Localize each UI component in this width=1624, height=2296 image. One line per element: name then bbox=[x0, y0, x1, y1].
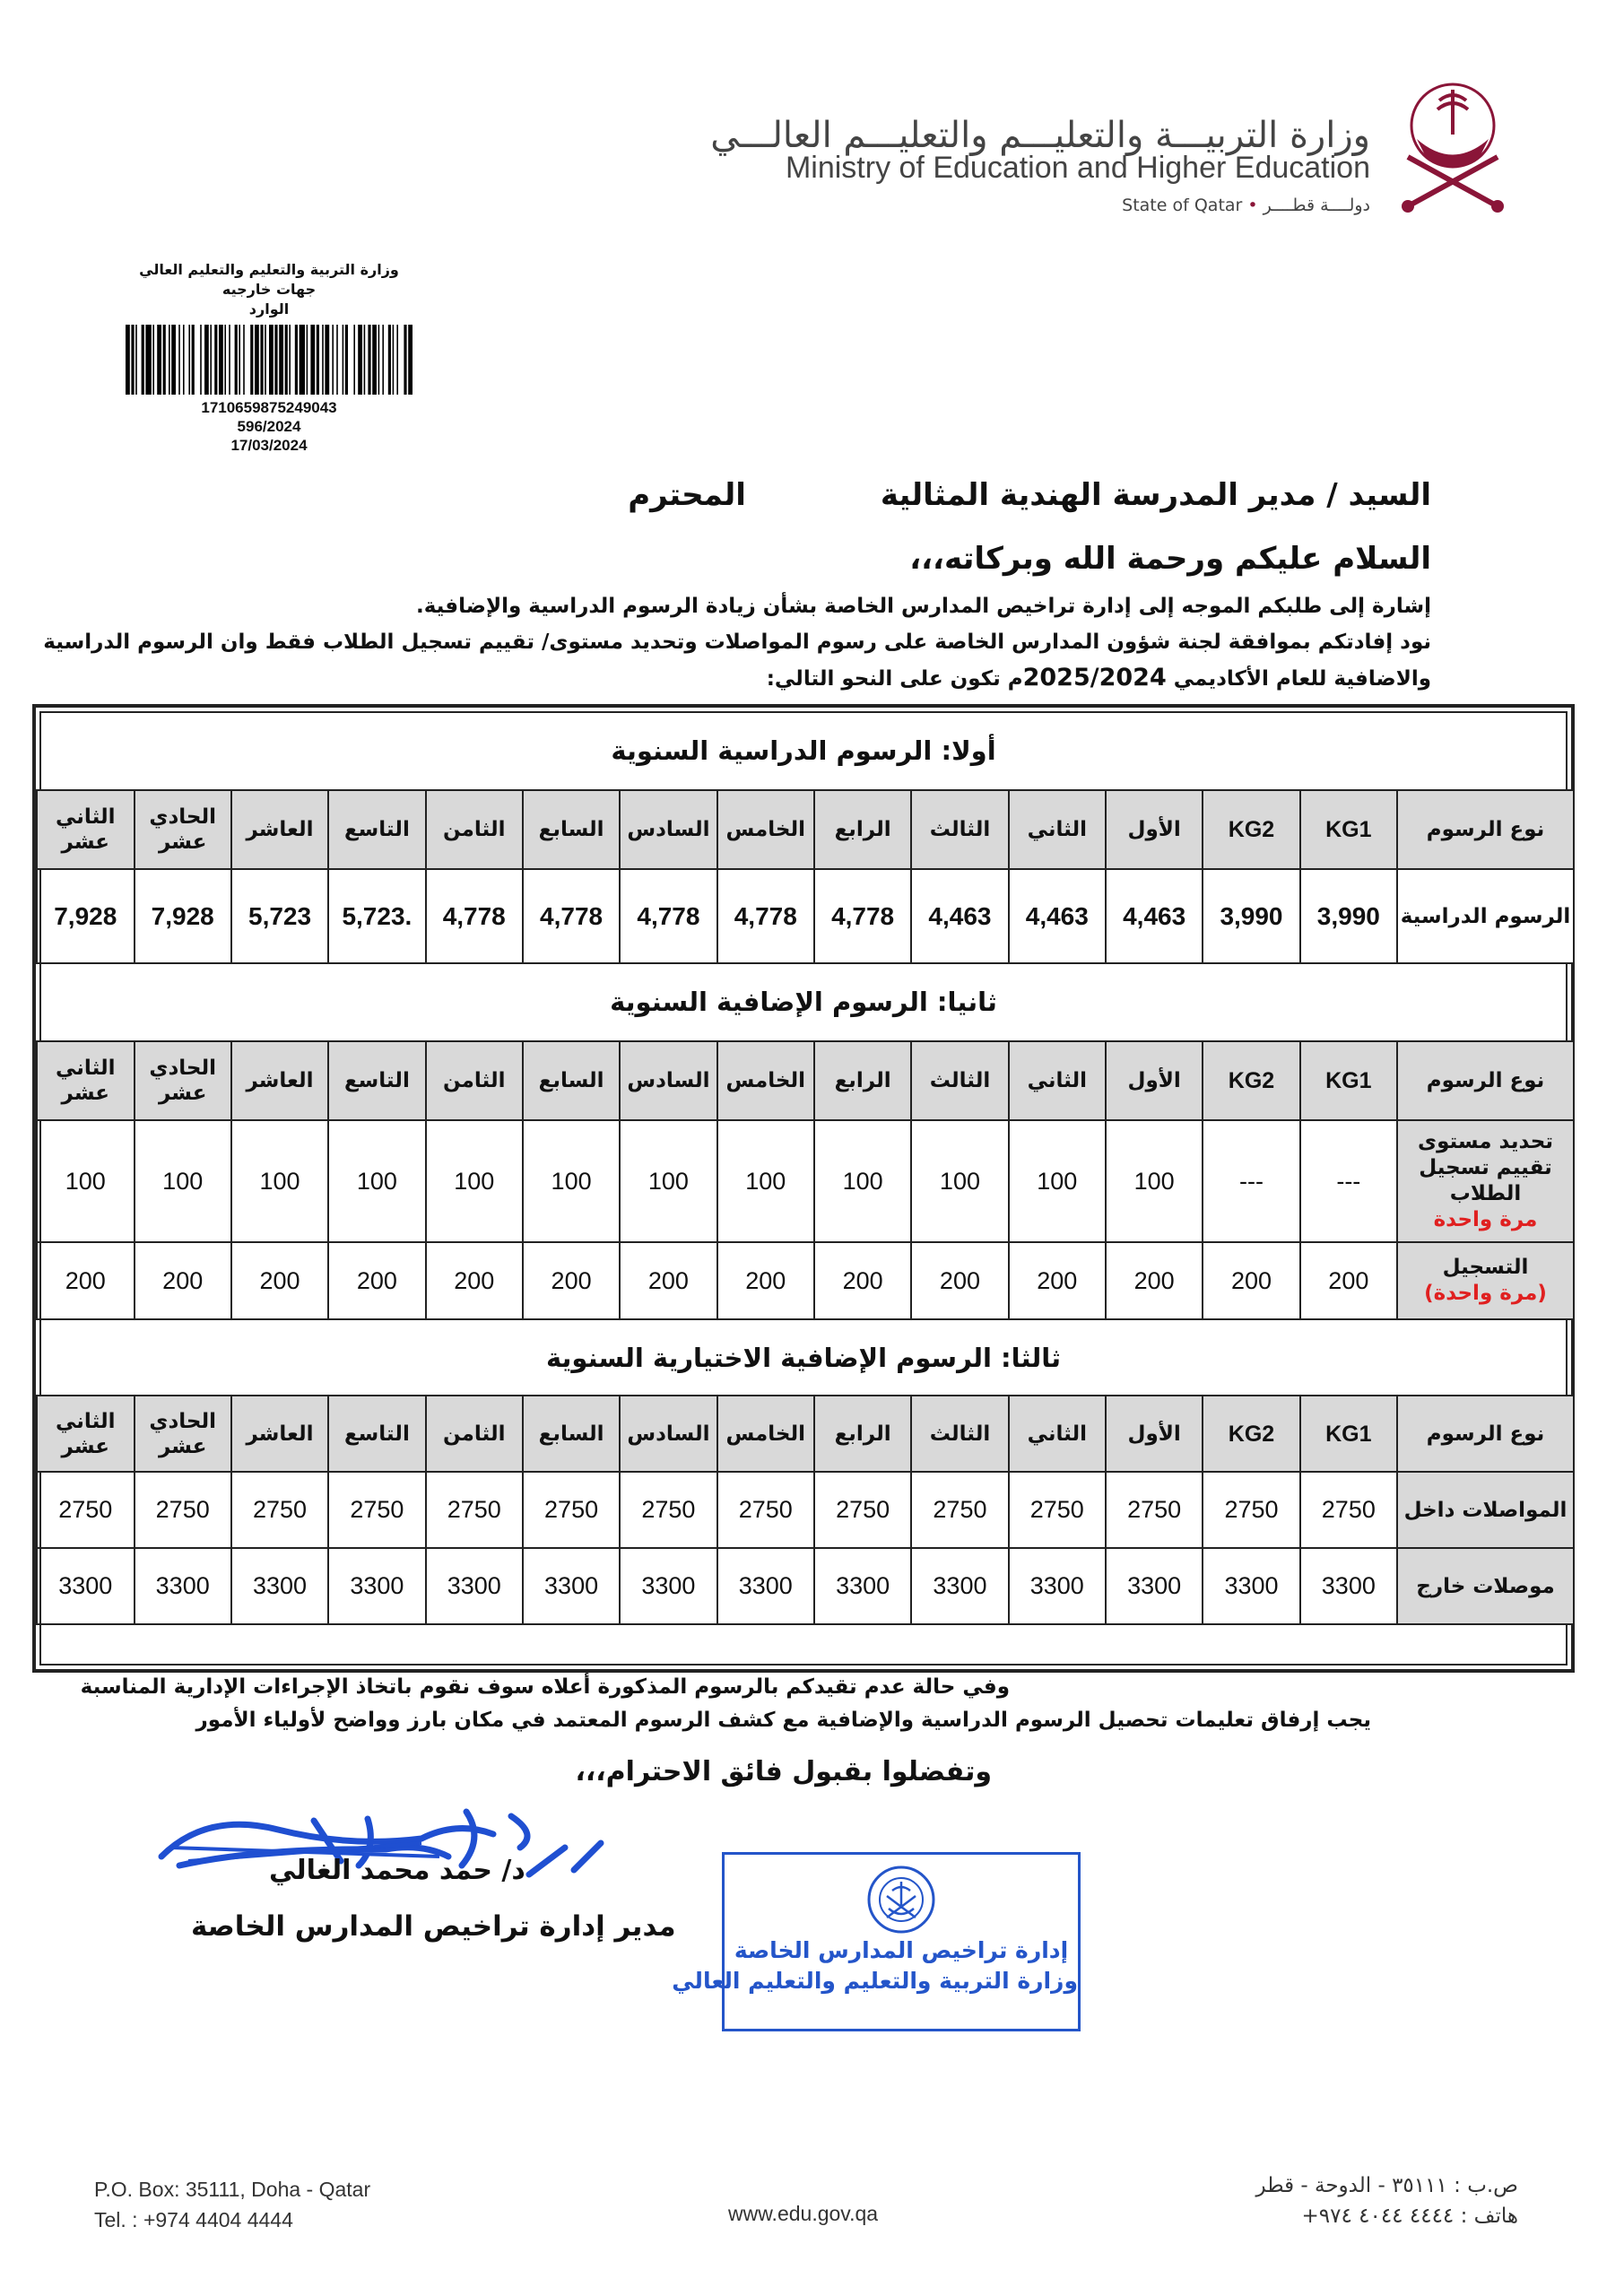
barcode-bar bbox=[178, 325, 180, 395]
fee-value-cell: 2750 bbox=[1106, 1472, 1203, 1548]
fee-value-cell: 3300 bbox=[911, 1548, 1008, 1624]
grade-header-cell: الخامس bbox=[717, 790, 814, 869]
fee-value-cell: 100 bbox=[814, 1120, 911, 1242]
grade-header-cell: الثاني عشر bbox=[37, 790, 135, 869]
signatory-name: د/ حمد محمد الغالي bbox=[269, 1855, 525, 1886]
grade-header-cell: السادس bbox=[620, 1396, 716, 1472]
barcode-bar bbox=[250, 325, 253, 395]
grade-header-cell: الثاني bbox=[1009, 1041, 1106, 1120]
barcode-bar bbox=[363, 325, 365, 395]
barcode-bar bbox=[141, 325, 143, 395]
stamp-line-3: الوارد bbox=[248, 300, 290, 317]
barcode-bar bbox=[408, 325, 413, 395]
grade-header-cell: السادس bbox=[620, 1041, 716, 1120]
barcode-bar bbox=[289, 325, 291, 395]
barcode-bar bbox=[284, 325, 287, 395]
grade-header-cell: الرابع bbox=[814, 1396, 911, 1472]
barcode-bar bbox=[274, 325, 277, 395]
fee-value-cell: 2750 bbox=[135, 1472, 231, 1548]
barcode-bar bbox=[316, 325, 318, 395]
grade-header-cell: العاشر bbox=[231, 1041, 328, 1120]
fee-value-cell: 100 bbox=[620, 1120, 716, 1242]
header-label: نوع الرسوم bbox=[1397, 1041, 1574, 1120]
barcode-bar bbox=[342, 325, 343, 395]
fee-value-cell: 3300 bbox=[1203, 1548, 1299, 1624]
grade-header-cell: السابع bbox=[523, 1041, 620, 1120]
barcode-bar bbox=[152, 325, 154, 395]
paragraph-3 bbox=[767, 664, 1431, 691]
grade-header-cell: الثامن bbox=[426, 1396, 523, 1472]
barcode-bar bbox=[396, 325, 398, 395]
barcode-bar bbox=[157, 325, 161, 395]
grade-header-cell: الحادي عشر bbox=[135, 1396, 231, 1472]
grade-header-cell: الرابع bbox=[814, 1041, 911, 1120]
barcode-bar bbox=[294, 325, 297, 395]
fee-value-cell: --- bbox=[1300, 1120, 1397, 1242]
section-1-title: أولا: الرسوم الدراسية السنوية bbox=[611, 735, 996, 766]
fee-value-cell: 3,990 bbox=[1300, 869, 1397, 963]
fee-value-cell: 2750 bbox=[1300, 1472, 1397, 1548]
fee-value-cell: 100 bbox=[1106, 1120, 1203, 1242]
grade-header-cell: الثامن bbox=[426, 1041, 523, 1120]
grade-header-cell: الأول bbox=[1106, 1396, 1203, 1472]
signatory-title: مدير إدارة تراخيص المدارس الخاصة bbox=[191, 1910, 676, 1943]
barcode-number: 1710659875249043 bbox=[201, 399, 337, 416]
fee-value-cell: 3300 bbox=[135, 1548, 231, 1624]
fee-value-cell: 2750 bbox=[1203, 1472, 1299, 1548]
fee-value-cell: 200 bbox=[231, 1242, 328, 1319]
grade-header-cell: الأول bbox=[1106, 1041, 1203, 1120]
grade-header-cell: KG1 bbox=[1300, 1396, 1397, 1472]
grade-header-cell: السادس bbox=[620, 790, 716, 869]
fee-value-cell: 100 bbox=[717, 1120, 814, 1242]
barcode-bar bbox=[269, 325, 274, 395]
fee-value-cell: 2750 bbox=[523, 1472, 620, 1548]
grade-header-cell: الأول bbox=[1106, 790, 1203, 869]
additional-fees-table bbox=[36, 1040, 1575, 1320]
table-row bbox=[37, 869, 1574, 963]
fee-value-cell: 3300 bbox=[1106, 1548, 1203, 1624]
ministry-name-english: Ministry of Education and Higher Education bbox=[785, 151, 1370, 185]
incoming-mail-stamp bbox=[117, 260, 421, 471]
barcode-bar bbox=[239, 325, 240, 395]
fee-value-cell: 3300 bbox=[1300, 1548, 1397, 1624]
grade-header-cell: التاسع bbox=[328, 1396, 425, 1472]
fee-value-cell: 3300 bbox=[717, 1548, 814, 1624]
fee-value-cell: 100 bbox=[523, 1120, 620, 1242]
closing-line-2: يجب إرفاق تعليمات تحصيل الرسوم الدراسية والإضافية مع كشف الرسوم المعتمد في مكان بارز وواضح لأولياء الأمور bbox=[195, 1709, 1371, 1732]
grade-header-cell: العاشر bbox=[231, 790, 328, 869]
fee-value-cell: 200 bbox=[1300, 1242, 1397, 1319]
footer-tel-ar: هاتف : ٤٤٤٤ ٤٠٤٤ ٩٧٤+ bbox=[1301, 2205, 1518, 2228]
barcode-bar bbox=[126, 325, 130, 395]
grade-header-cell: السابع bbox=[523, 790, 620, 869]
fee-value-cell: 100 bbox=[911, 1120, 1008, 1242]
fee-value-cell: 4,778 bbox=[426, 869, 523, 963]
addressee-name: السيد / مدير المدرسة الهندية المثالية bbox=[880, 477, 1431, 513]
fee-value-cell: 3300 bbox=[37, 1548, 135, 1624]
grade-header-cell: KG1 bbox=[1300, 790, 1397, 869]
table-header-row bbox=[37, 790, 1574, 869]
section-1-title-text: الرسوم الدراسية السنوية bbox=[611, 735, 933, 766]
barcode-bar bbox=[255, 325, 259, 395]
grade-header-cell: الخامس bbox=[717, 1041, 814, 1120]
fee-value-cell: 2750 bbox=[1009, 1472, 1106, 1548]
grade-header-cell: KG2 bbox=[1203, 1396, 1299, 1472]
grade-header-cell: الثاني bbox=[1009, 790, 1106, 869]
barcode-bar bbox=[392, 325, 394, 395]
section-3-title-text: الرسوم الإضافية الاختيارية السنوية bbox=[545, 1343, 992, 1373]
fee-value-cell: 200 bbox=[620, 1242, 716, 1319]
table-row bbox=[37, 1120, 1574, 1242]
table-row bbox=[37, 1548, 1574, 1624]
barcode-bar bbox=[145, 325, 151, 395]
fee-value-cell: 200 bbox=[1203, 1242, 1299, 1319]
qatar-emblem-logo bbox=[1385, 72, 1520, 220]
fee-value-cell: 200 bbox=[911, 1242, 1008, 1319]
barcode-bar bbox=[372, 325, 377, 395]
row-label bbox=[1397, 1120, 1574, 1242]
fee-value-cell: 4,778 bbox=[620, 869, 716, 963]
fee-value-cell: 100 bbox=[135, 1120, 231, 1242]
barcode-bar bbox=[162, 325, 165, 395]
grade-header-cell: الثاني bbox=[1009, 1396, 1106, 1472]
fee-value-cell: 200 bbox=[717, 1242, 814, 1319]
grade-header-cell: الثاني عشر bbox=[37, 1041, 135, 1120]
row-label: موصلات خارج bbox=[1397, 1548, 1574, 1624]
barcode-bar bbox=[131, 325, 134, 395]
barcode-bar bbox=[344, 325, 347, 395]
barcode-bar bbox=[332, 325, 334, 395]
addressee bbox=[628, 477, 1431, 513]
dept-stamp-line-2: وزارة التربية والتعليم والتعليم العالي bbox=[672, 1968, 1078, 1994]
barcode-bar bbox=[353, 325, 355, 395]
greeting: السلام عليكم ورحمة الله وبركاته،،، bbox=[909, 541, 1431, 577]
barcode-bar bbox=[325, 325, 329, 395]
header-label: نوع الرسوم bbox=[1397, 1396, 1574, 1472]
barcode-bar bbox=[210, 325, 212, 395]
grade-header-cell: العاشر bbox=[231, 1396, 328, 1472]
fee-value-cell: 100 bbox=[426, 1120, 523, 1242]
fee-value-cell: 3300 bbox=[426, 1548, 523, 1624]
fee-value-cell: 2750 bbox=[911, 1472, 1008, 1548]
fee-value-cell: 200 bbox=[1106, 1242, 1203, 1319]
fee-value-cell: 200 bbox=[814, 1242, 911, 1319]
barcode-bar bbox=[219, 325, 223, 395]
barcode-bar bbox=[336, 325, 338, 395]
fee-value-cell: 3300 bbox=[1009, 1548, 1106, 1624]
paragraph-3-end: م تكون على النحو التالي: bbox=[766, 667, 1023, 691]
fee-value-cell: 200 bbox=[523, 1242, 620, 1319]
fee-value-cell: 7,928 bbox=[135, 869, 231, 963]
section-2-prefix: ثانيا bbox=[947, 987, 997, 1017]
fee-value-cell: 200 bbox=[37, 1242, 135, 1319]
honorific: المحترم bbox=[628, 477, 746, 513]
barcode-bar bbox=[260, 325, 263, 395]
barcode-bar bbox=[171, 325, 176, 395]
paragraph-3-start: والاضافية للعام الأكاديمي bbox=[1173, 667, 1431, 691]
dept-stamp-line-1: إدارة تراخيص المدارس الخاصة bbox=[734, 1937, 1069, 1963]
grade-header-cell: الرابع bbox=[814, 790, 911, 869]
fee-value-cell: 3,990 bbox=[1203, 869, 1299, 963]
barcode-bar bbox=[387, 325, 390, 395]
barcode-bar bbox=[214, 325, 217, 395]
fee-value-cell: 5,723 bbox=[231, 869, 328, 963]
footer-pobox-en: P.O. Box: 35111, Doha - Qatar bbox=[94, 2178, 371, 2201]
fee-value-cell: .5,723 bbox=[328, 869, 425, 963]
state-ar: دولــــة قطــــر bbox=[1263, 196, 1370, 215]
fee-value-cell: 2750 bbox=[37, 1472, 135, 1548]
fee-value-cell: 3300 bbox=[814, 1548, 911, 1624]
department-stamp bbox=[672, 1852, 1081, 2031]
fee-value-cell: --- bbox=[1203, 1120, 1299, 1242]
paragraph-2: نود إفادتكم بموافقة لجنة شؤون المدارس الخاصة على رسوم المواصلات وتحديد مستوى/ تقييم تسجيل الطلاب فقط وان الرسوم الدراسية bbox=[43, 631, 1431, 654]
footer-pobox-ar: ص.ب : ٣٥١١١ - الدوحة - قطر bbox=[1255, 2174, 1518, 2197]
barcode-bar bbox=[191, 325, 194, 395]
fee-value-cell: 4,778 bbox=[814, 869, 911, 963]
state-of-qatar: State of Qatar • دولــــة قطــــر bbox=[1122, 196, 1370, 215]
barcode-bar bbox=[234, 325, 237, 395]
closing-line-1: وفي حالة عدم تقيدكم بالرسوم المذكورة أعلاه سوف نقوم باتخاذ الإجراءات الإدارية المناسبة bbox=[80, 1675, 1010, 1699]
once-note: مرة واحدة bbox=[1433, 1208, 1538, 1231]
grade-header-cell: KG1 bbox=[1300, 1041, 1397, 1120]
fee-value-cell: 2750 bbox=[328, 1472, 425, 1548]
fee-value-cell: 100 bbox=[328, 1120, 425, 1242]
once-note: (مرة واحدة) bbox=[1424, 1282, 1547, 1305]
ministry-seal-icon bbox=[865, 1864, 937, 1935]
barcode-bar bbox=[299, 325, 304, 395]
state-en: State of Qatar bbox=[1122, 196, 1243, 215]
fee-value-cell: 2750 bbox=[717, 1472, 814, 1548]
section-1-prefix: أولا bbox=[951, 735, 996, 766]
fee-value-cell: 3300 bbox=[523, 1548, 620, 1624]
barcode-bar bbox=[358, 325, 362, 395]
header-label: نوع الرسوم bbox=[1397, 790, 1574, 869]
grade-header-cell: الثالث bbox=[911, 790, 1008, 869]
grade-header-cell: الحادي عشر bbox=[135, 790, 231, 869]
barcode-bar bbox=[188, 325, 190, 395]
optional-fees-table bbox=[36, 1395, 1575, 1625]
row-label bbox=[1397, 1242, 1574, 1319]
section-2-title-text: الرسوم الإضافية السنوية bbox=[610, 987, 928, 1017]
barcode-bar bbox=[265, 325, 266, 395]
ministry-name-arabic: وزارة التربيـــة والتعليـــم والتعليـــم العالـــي bbox=[710, 115, 1370, 156]
fee-value-cell: 3300 bbox=[231, 1548, 328, 1624]
footer-website[interactable]: www.edu.gov.qa bbox=[728, 2202, 879, 2225]
grade-header-cell: التاسع bbox=[328, 790, 425, 869]
table-header-row bbox=[37, 1396, 1574, 1472]
fee-value-cell: 3300 bbox=[620, 1548, 716, 1624]
barcode-bar bbox=[322, 325, 324, 395]
fee-value-cell: 200 bbox=[328, 1242, 425, 1319]
reference-number: 596/2024 bbox=[237, 418, 301, 435]
section-3-title: ثالثا: الرسوم الإضافية الاختيارية السنوية bbox=[545, 1343, 1062, 1373]
barcode-bar bbox=[200, 325, 202, 395]
section-2-title: ثانيا: الرسوم الإضافية السنوية bbox=[610, 987, 997, 1017]
grade-header-cell: الخامس bbox=[717, 1396, 814, 1472]
barcode-bar bbox=[183, 325, 185, 395]
fee-value-cell: 200 bbox=[426, 1242, 523, 1319]
incoming-date: 17/03/2024 bbox=[230, 437, 308, 454]
fee-value-cell: 100 bbox=[1009, 1120, 1106, 1242]
table-row bbox=[37, 1242, 1574, 1319]
row-label-text: التسجيل bbox=[1442, 1256, 1529, 1279]
barcode-image bbox=[124, 325, 415, 395]
grade-header-cell: KG2 bbox=[1203, 1041, 1299, 1120]
footer-tel-en: Tel. : +974 4404 4444 bbox=[94, 2208, 293, 2231]
barcode-bar bbox=[310, 325, 315, 395]
grade-header-cell: الحادي عشر bbox=[135, 1041, 231, 1120]
grade-header-cell: KG2 bbox=[1203, 790, 1299, 869]
row-label: الرسوم الدراسية bbox=[1397, 869, 1574, 963]
barcode-bar bbox=[368, 325, 370, 395]
academic-year: 2025/2024 bbox=[1022, 664, 1167, 691]
barcode-bar bbox=[135, 325, 137, 395]
barcode-bar bbox=[382, 325, 384, 395]
fee-value-cell: 200 bbox=[1009, 1242, 1106, 1319]
fee-value-cell: 4,463 bbox=[1106, 869, 1203, 963]
fee-value-cell: 100 bbox=[231, 1120, 328, 1242]
table-row bbox=[37, 1472, 1574, 1548]
stamp-line-2: جهات خارجيه bbox=[221, 281, 317, 298]
fee-value-cell: 2750 bbox=[620, 1472, 716, 1548]
fee-value-cell: 100 bbox=[37, 1120, 135, 1242]
fee-value-cell: 4,463 bbox=[1009, 869, 1106, 963]
fee-value-cell: 7,928 bbox=[37, 869, 135, 963]
grade-header-cell: الثالث bbox=[911, 1396, 1008, 1472]
closing-regards: وتفضلوا بقبول فائق الاحترام،،، bbox=[575, 1756, 992, 1787]
barcode-bar bbox=[279, 325, 283, 395]
barcode-bar bbox=[306, 325, 308, 395]
barcode-bar bbox=[204, 325, 209, 395]
fee-value-cell: 2750 bbox=[814, 1472, 911, 1548]
fee-value-cell: 2750 bbox=[231, 1472, 328, 1548]
stamp-line-1: وزارة التربية والتعليم والتعليم العالي bbox=[139, 261, 399, 278]
grade-header-cell: الثالث bbox=[911, 1041, 1008, 1120]
grade-header-cell: التاسع bbox=[328, 1041, 425, 1120]
tuition-fees-table bbox=[36, 789, 1575, 964]
table-header-row bbox=[37, 1041, 1574, 1120]
barcode-bar bbox=[404, 325, 406, 395]
grade-header-cell: الثاني عشر bbox=[37, 1396, 135, 1472]
barcode-bar bbox=[378, 325, 379, 395]
fee-value-cell: 200 bbox=[135, 1242, 231, 1319]
paragraph-1: إشارة إلى طلبكم الموجه إلى إدارة تراخيص المدارس الخاصة بشأن زيادة الرسوم الدراسية والإضافية. bbox=[415, 595, 1431, 618]
fee-value-cell: 3300 bbox=[328, 1548, 425, 1624]
fee-value-cell: 4,463 bbox=[911, 869, 1008, 963]
section-3-prefix: ثالثا bbox=[1011, 1343, 1062, 1373]
fee-value-cell: 2750 bbox=[426, 1472, 523, 1548]
barcode-bar bbox=[243, 325, 245, 395]
barcode-bar bbox=[169, 325, 170, 395]
grade-header-cell: السابع bbox=[523, 1396, 620, 1472]
row-label: المواصلات داخل bbox=[1397, 1472, 1574, 1548]
fee-value-cell: 4,778 bbox=[523, 869, 620, 963]
grade-header-cell: الثامن bbox=[426, 790, 523, 869]
row-label-text: تحديد مستوى تقييم تسجيل الطلاب bbox=[1418, 1130, 1553, 1205]
fee-value-cell: 4,778 bbox=[717, 869, 814, 963]
barcode-bar bbox=[229, 325, 230, 395]
barcode-bar bbox=[224, 325, 226, 395]
